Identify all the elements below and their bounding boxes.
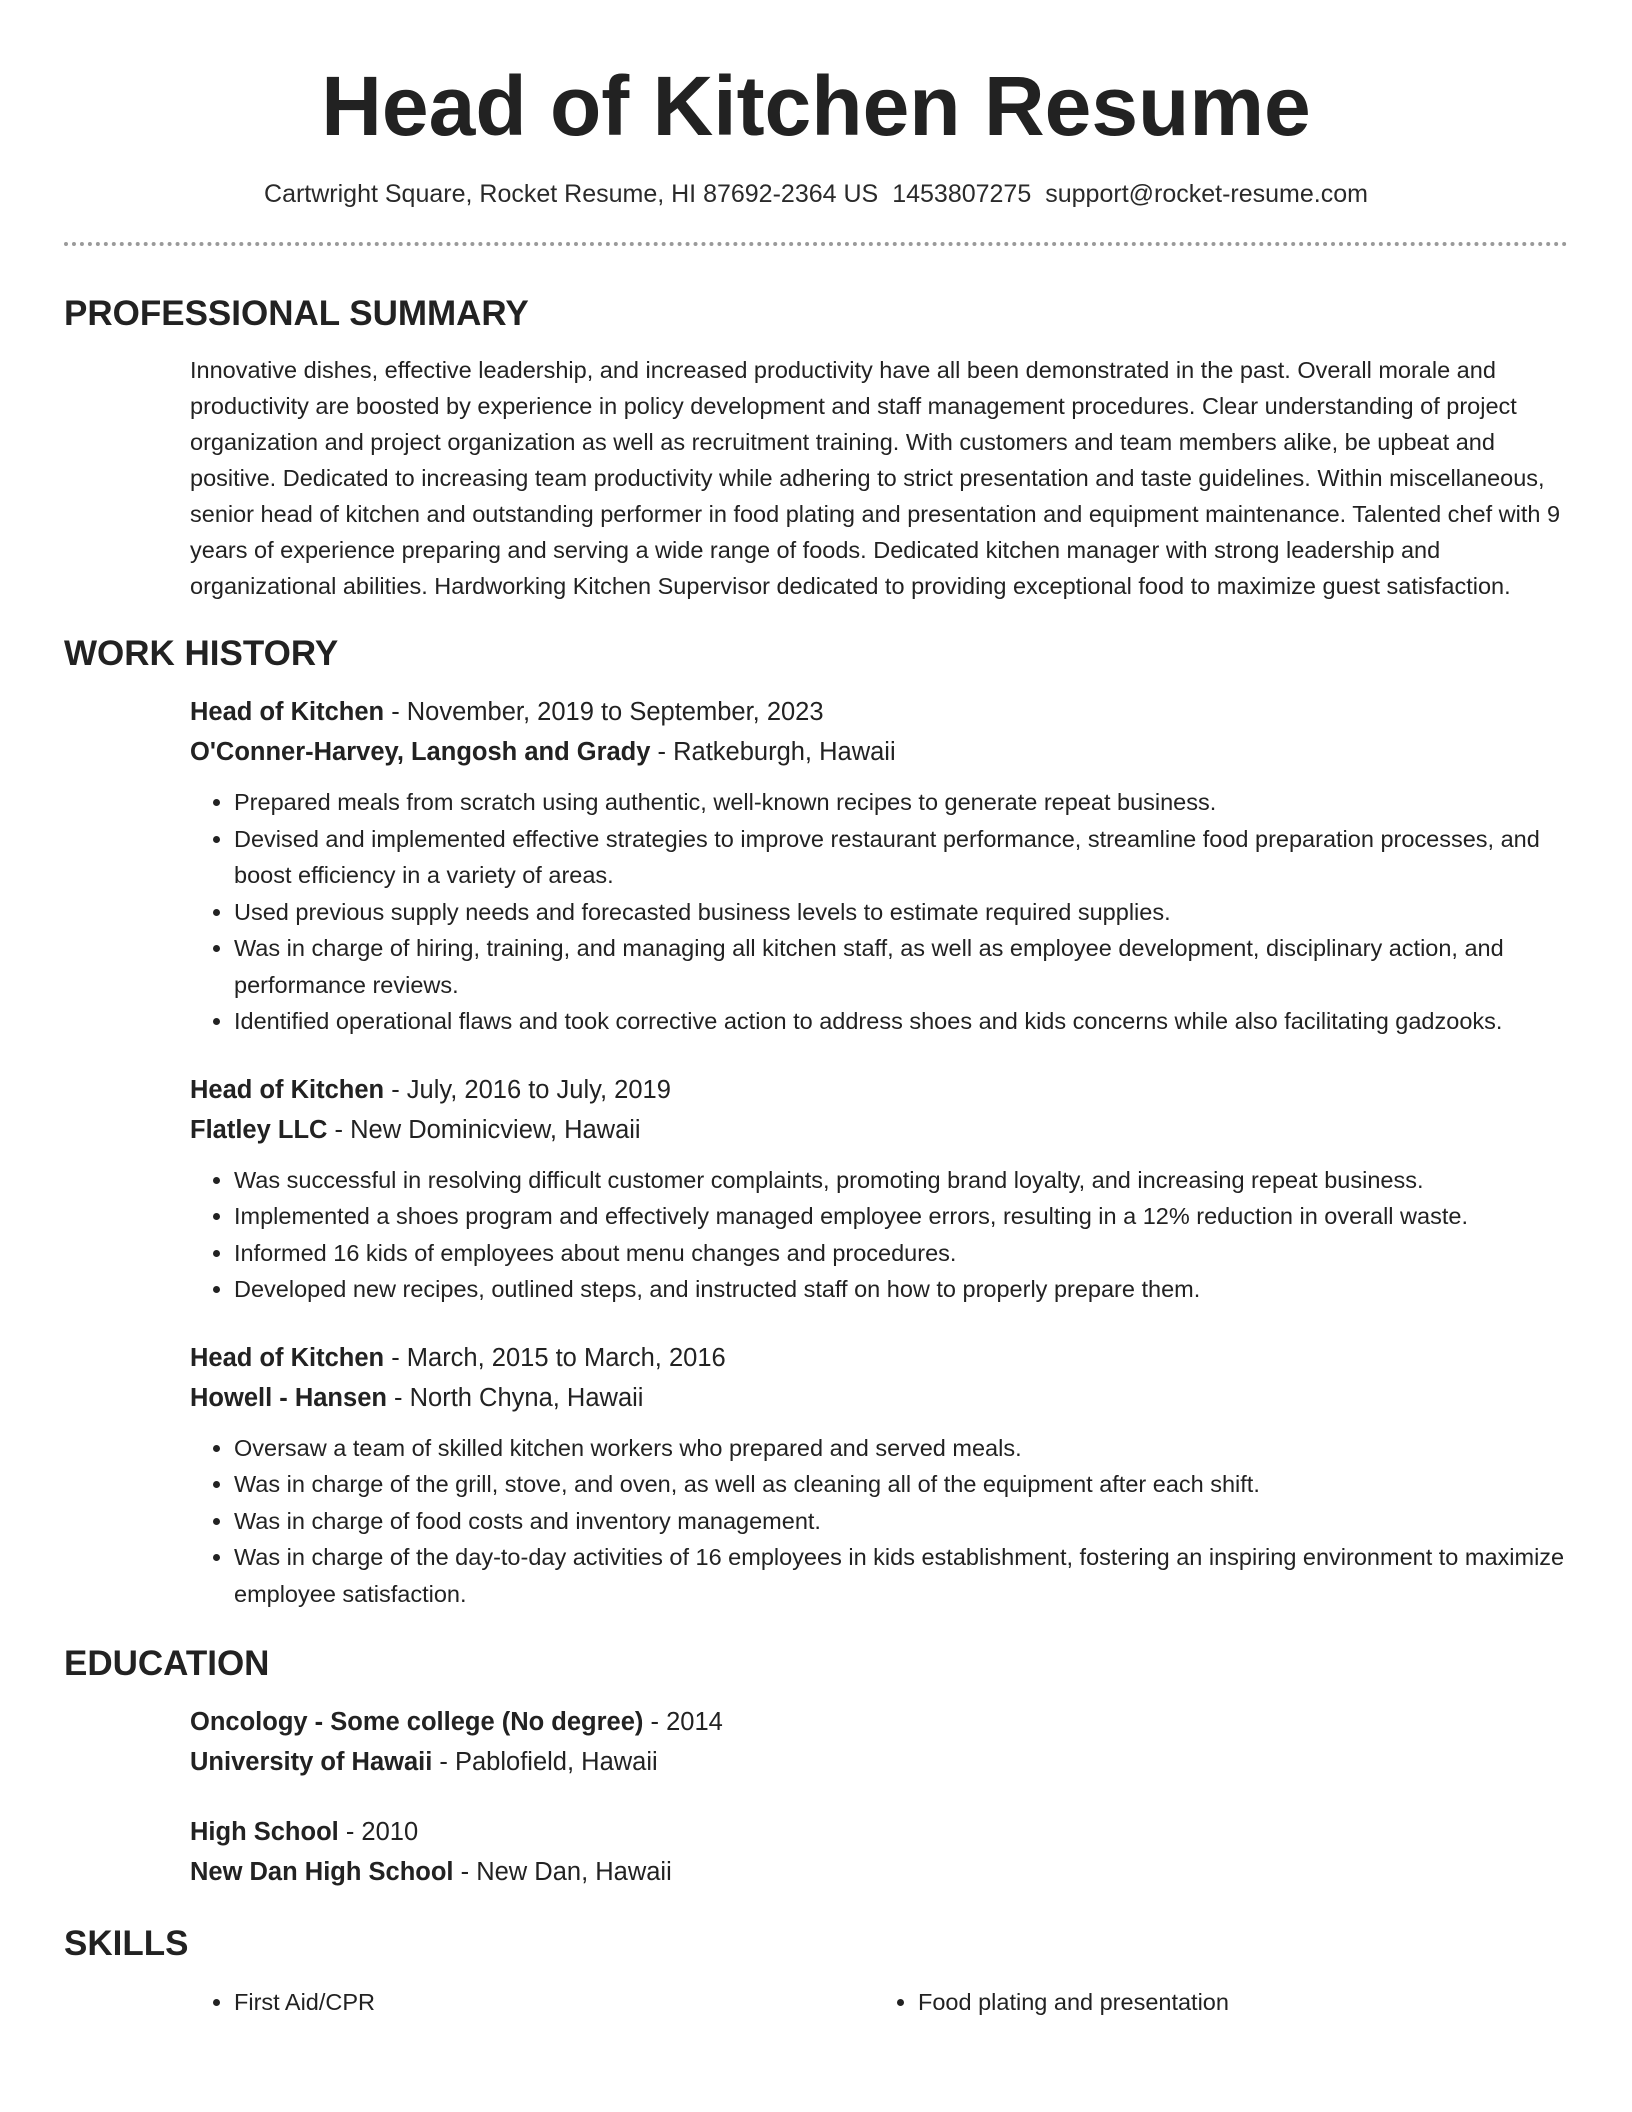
job-bullet: • Identified operational flaws and took corrective action to address shoes and kids concerns while also facilitating gadzooks. (234, 1003, 1568, 1040)
education-year: - 2010 (338, 1818, 419, 1846)
contact-phone: 1453807275 (892, 180, 1032, 208)
work-entry-company-line (190, 732, 1568, 772)
education-degree: Oncology - Some college (No degree) (190, 1708, 644, 1736)
education-degree: High School (190, 1818, 339, 1846)
job-location: - New Dominicview, Hawaii (327, 1115, 641, 1144)
job-location: - Ratkeburgh, Hawaii (650, 738, 896, 766)
work-entry-3 (190, 1338, 1568, 1613)
work-entry-role-line (190, 1338, 1568, 1378)
job-bullet: • Informed 16 kids of employees about menu changes and procedures. (234, 1235, 1568, 1272)
work-entry-role-line (190, 1070, 1568, 1110)
education-year: - 2014 (643, 1708, 723, 1736)
job-bullet: • Implemented a shoes program and effectively managed employee errors, resulting in a 12% reduction in overall waste. (234, 1198, 1568, 1235)
resume-title: Head of Kitchen Resume (321, 59, 1311, 153)
job-bullets (190, 1430, 1568, 1613)
job-dates: - March, 2015 to March, 2016 (384, 1343, 726, 1372)
job-company: Howell - Hansen (190, 1383, 387, 1412)
education-school: University of Hawaii (190, 1748, 433, 1776)
skills-column-right (874, 1984, 1558, 2020)
header-divider (64, 242, 1568, 246)
work-entry-2 (190, 1070, 1568, 1308)
education-school-line (190, 1852, 1568, 1892)
job-bullet: • Used previous supply needs and forecasted business levels to estimate required supplies. (234, 894, 1568, 931)
skill-item: • Food plating and presentation (918, 1984, 1558, 2020)
job-bullet: • Was in charge of hiring, training, and managing all kitchen staff, as well as employee development, disciplinary action, and performance reviews. (234, 930, 1568, 1003)
section-title-skills: SKILLS (64, 1924, 189, 1963)
education-entry-1 (190, 1702, 1568, 1782)
contact-email: support@rocket-resume.com (1045, 180, 1368, 208)
education-school-line (190, 1742, 1568, 1782)
education-school: New Dan High School (190, 1858, 454, 1886)
skill-item: • First Aid/CPR (234, 1984, 874, 2020)
job-dates: - November, 2019 to September, 2023 (384, 698, 824, 726)
job-bullet: • Oversaw a team of skilled kitchen workers who prepared and served meals. (234, 1430, 1568, 1467)
education-location: - New Dan, Hawaii (453, 1858, 672, 1886)
job-role: Head of Kitchen (190, 698, 385, 726)
job-bullet: • Prepared meals from scratch using authentic, well-known recipes to generate repeat business. (234, 784, 1568, 821)
education-degree-line (190, 1812, 1568, 1852)
job-bullet: • Was in charge of the grill, stove, and oven, as well as cleaning all of the equipment after each shift. (234, 1466, 1568, 1503)
job-company: Flatley LLC (190, 1115, 328, 1144)
section-title-work-history: WORK HISTORY (64, 634, 339, 673)
education-location: - Pablofield, Hawaii (432, 1748, 658, 1776)
section-title-summary: PROFESSIONAL SUMMARY (64, 294, 529, 333)
job-bullets (190, 784, 1568, 1040)
job-role: Head of Kitchen (190, 1343, 385, 1372)
contact-line (64, 178, 1568, 210)
job-role: Head of Kitchen (190, 1075, 385, 1104)
job-company: O'Conner-Harvey, Langosh and Grady (190, 738, 651, 766)
job-bullet: • Was in charge of the day-to-day activities of 16 employees in kids establishment, fostering an inspiring environment to maximize employee satisfaction. (234, 1539, 1568, 1612)
skills-grid (190, 1984, 1568, 2020)
summary-text: Innovative dishes, effective leadership, and increased productivity have all been demonstrated in the past. Overall morale and productivity are boosted by experience in policy development and staff management procedures. Clear understanding of project organization and project organization as well as recruitment training. With customers and team members alike, be upbeat and positive. Dedicated to increasing team productivity while adhering to strict presentation and taste guidelines. Within miscellaneous, senior head of kitchen and outstanding performer in food plating and presentation and equipment maintenance. Talented chef with 9 years of experience preparing and serving a wide range of foods. Dedicated kitchen manager with strong leadership and organizational abilities. Hardworking Kitchen Supervisor dedicated to providing exceptional food to maximize guest satisfaction. (190, 357, 1561, 599)
job-bullet: • Was successful in resolving difficult customer complaints, promoting brand loyalty, and increasing repeat business. (234, 1162, 1568, 1199)
education-degree-line (190, 1702, 1568, 1742)
job-bullet: • Devised and implemented effective strategies to improve restaurant performance, streamline food preparation processes, and boost efficiency in a variety of areas. (234, 821, 1568, 894)
section-title-education: EDUCATION (64, 1644, 270, 1683)
work-entry-1 (190, 692, 1568, 1040)
contact-address: Cartwright Square, Rocket Resume, HI 87692-2364 US (264, 180, 879, 208)
work-entry-role-line (190, 692, 1568, 732)
education-entry-2 (190, 1812, 1568, 1892)
work-entry-company-line (190, 1378, 1568, 1418)
job-location: - North Chyna, Hawaii (386, 1383, 644, 1412)
job-dates: - July, 2016 to July, 2019 (384, 1075, 671, 1104)
job-bullet: • Was in charge of food costs and inventory management. (234, 1503, 1568, 1540)
skills-column-left (190, 1984, 874, 2020)
work-entry-company-line (190, 1110, 1568, 1150)
job-bullets (190, 1162, 1568, 1308)
job-bullet: • Developed new recipes, outlined steps, and instructed staff on how to properly prepare them. (234, 1271, 1568, 1308)
